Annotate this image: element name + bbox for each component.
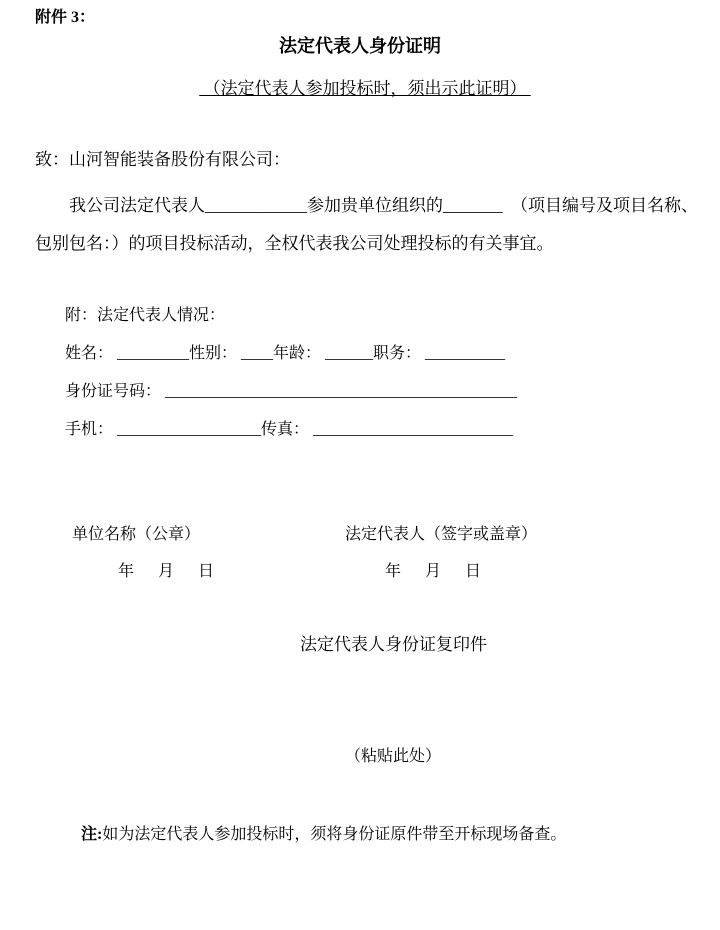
rep-info-heading: 附：法定代表人情况： (65, 307, 226, 324)
date-line-right: 年 月 日 (385, 563, 486, 580)
footer-note-text: 如为法定代表人参加投标时，须将身份证原件带至开标现场备查。 (102, 826, 567, 843)
rep-name-gender-age-title-line: 姓名： _________性别： ____年龄： ______职务： __________ (65, 345, 506, 362)
footer-note (65, 805, 566, 865)
addressee-line: 致：山河智能装备股份有限公司： (35, 150, 290, 169)
attachment-label: 附件 3： (35, 9, 96, 26)
rep-signature-label: 法定代表人（签字或盖章） (345, 526, 538, 543)
paste-here-hint: （粘贴此处） (345, 748, 442, 765)
body-paragraph-line-2: 包别包名：）的项目投标活动，全权代表我公司处理投标的有关事宜。 (35, 234, 554, 253)
document-subtitle: （法定代表人参加投标时，须出示此证明） (199, 79, 531, 98)
document-title: 法定代表人身份证明 (279, 36, 441, 56)
body-paragraph-line-1: 我公司法定代表人____________参加贵单位组织的_______ （项目编号及项目名称、 (69, 196, 698, 215)
id-copy-section-title: 法定代表人身份证复印件 (300, 635, 487, 654)
date-line-left: 年 月 日 (118, 563, 219, 580)
rep-phone-fax-line: 手机： __________________传真： _________________________ (65, 421, 514, 438)
unit-seal-label: 单位名称（公章） (72, 526, 201, 543)
rep-id-number-line: 身份证号码： ____________________________________________ (65, 383, 518, 400)
footer-note-prefix: 注: (81, 826, 103, 843)
